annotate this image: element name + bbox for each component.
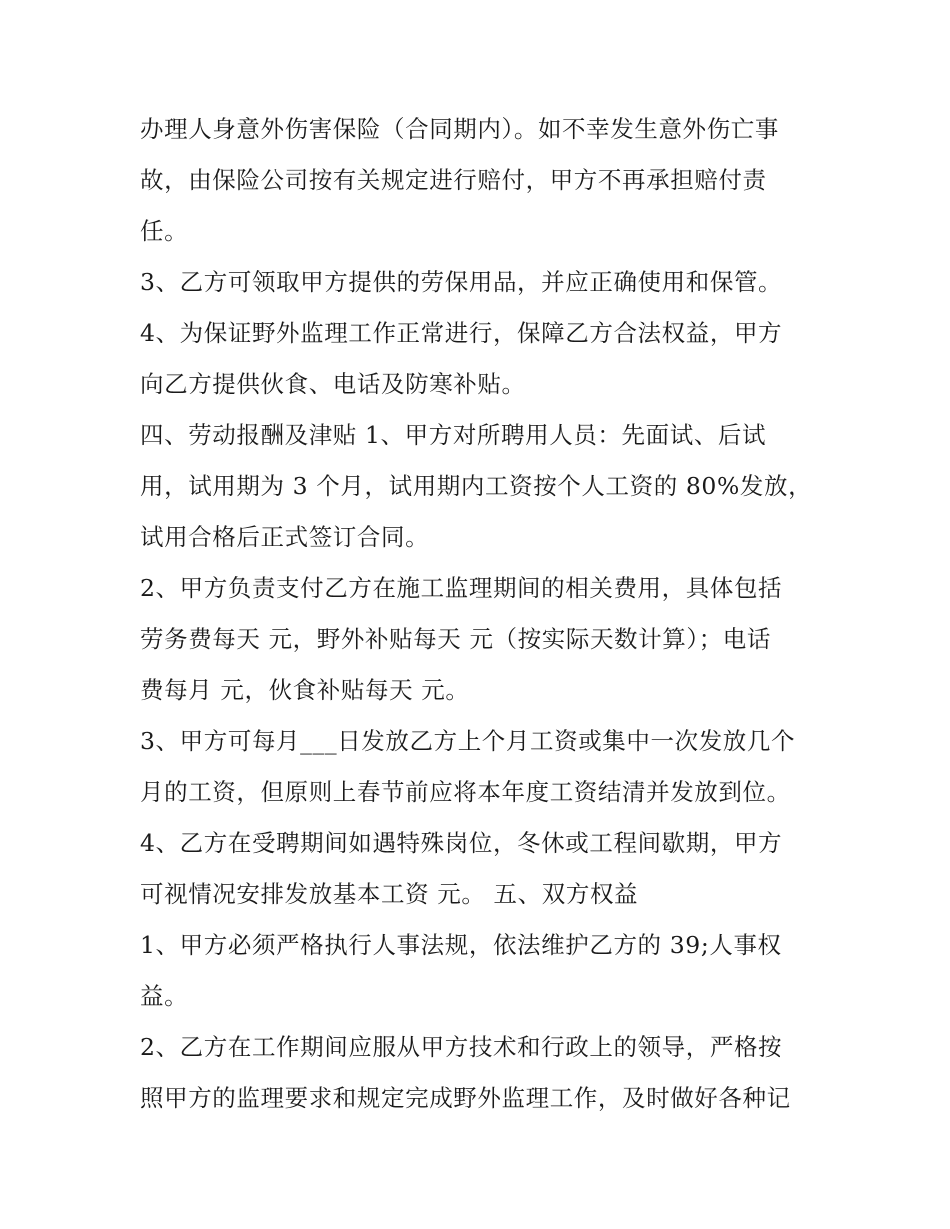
text-line: 2、甲方负责支付乙方在施工监理期间的相关费用，具体包括 [140,574,783,602]
text-line: 费每月 元，伙食补贴每天 元。 [140,676,470,704]
text-line: 办理人身意外伤害保险（合同期内）。如不幸发生意外伤亡事 [140,115,779,143]
text-line: 3、乙方可领取甲方提供的劳保用品，并应正确使用和保管。 [140,268,783,296]
text-line: 3、甲方可每月___日发放乙方上个月工资或集中一次发放几个 [140,727,796,755]
text-line: 2、乙方在工作期间应服从甲方技术和行政上的领导，严格按 [140,1033,783,1061]
text-line: 劳务费每天 元，野外补贴每天 元（按实际天数计算）；电话 [140,625,771,653]
text-line: 可视情况安排发放基本工资 元。 五、双方权益 [140,880,639,908]
text-line: 向乙方提供伙食、电话及防寒补贴。 [140,370,526,398]
text-line: 月的工资，但原则上春节前应将本年度工资结清并发放到位。 [140,778,791,806]
text-line: 故，由保险公司按有关规定进行赔付，甲方不再承担赔付责 [140,166,767,194]
text-line: 试用合格后正式签订合同。 [140,523,430,551]
text-line: 照甲方的监理要求和规定完成野外监理工作，及时做好各种记 [140,1084,791,1112]
text-line: 任。 [140,217,189,245]
text-line: 1、甲方必须严格执行人事法规，依法维护乙方的 39;人事权 [140,931,782,959]
text-line: 4、乙方在受聘期间如遇特殊岗位，冬休或工程间歇期，甲方 [140,829,783,857]
text-line: 4、为保证野外监理工作正常进行，保障乙方合法权益，甲方 [140,319,783,347]
text-line: 用，试用期为 3 个月，试用期内工资按个人工资的 80%发放， [140,472,813,500]
text-line: 益。 [140,982,189,1010]
text-line: 四、劳动报酬及津贴 1、甲方对所聘用人员：先面试、后试 [140,421,767,449]
document-body [140,104,820,1124]
